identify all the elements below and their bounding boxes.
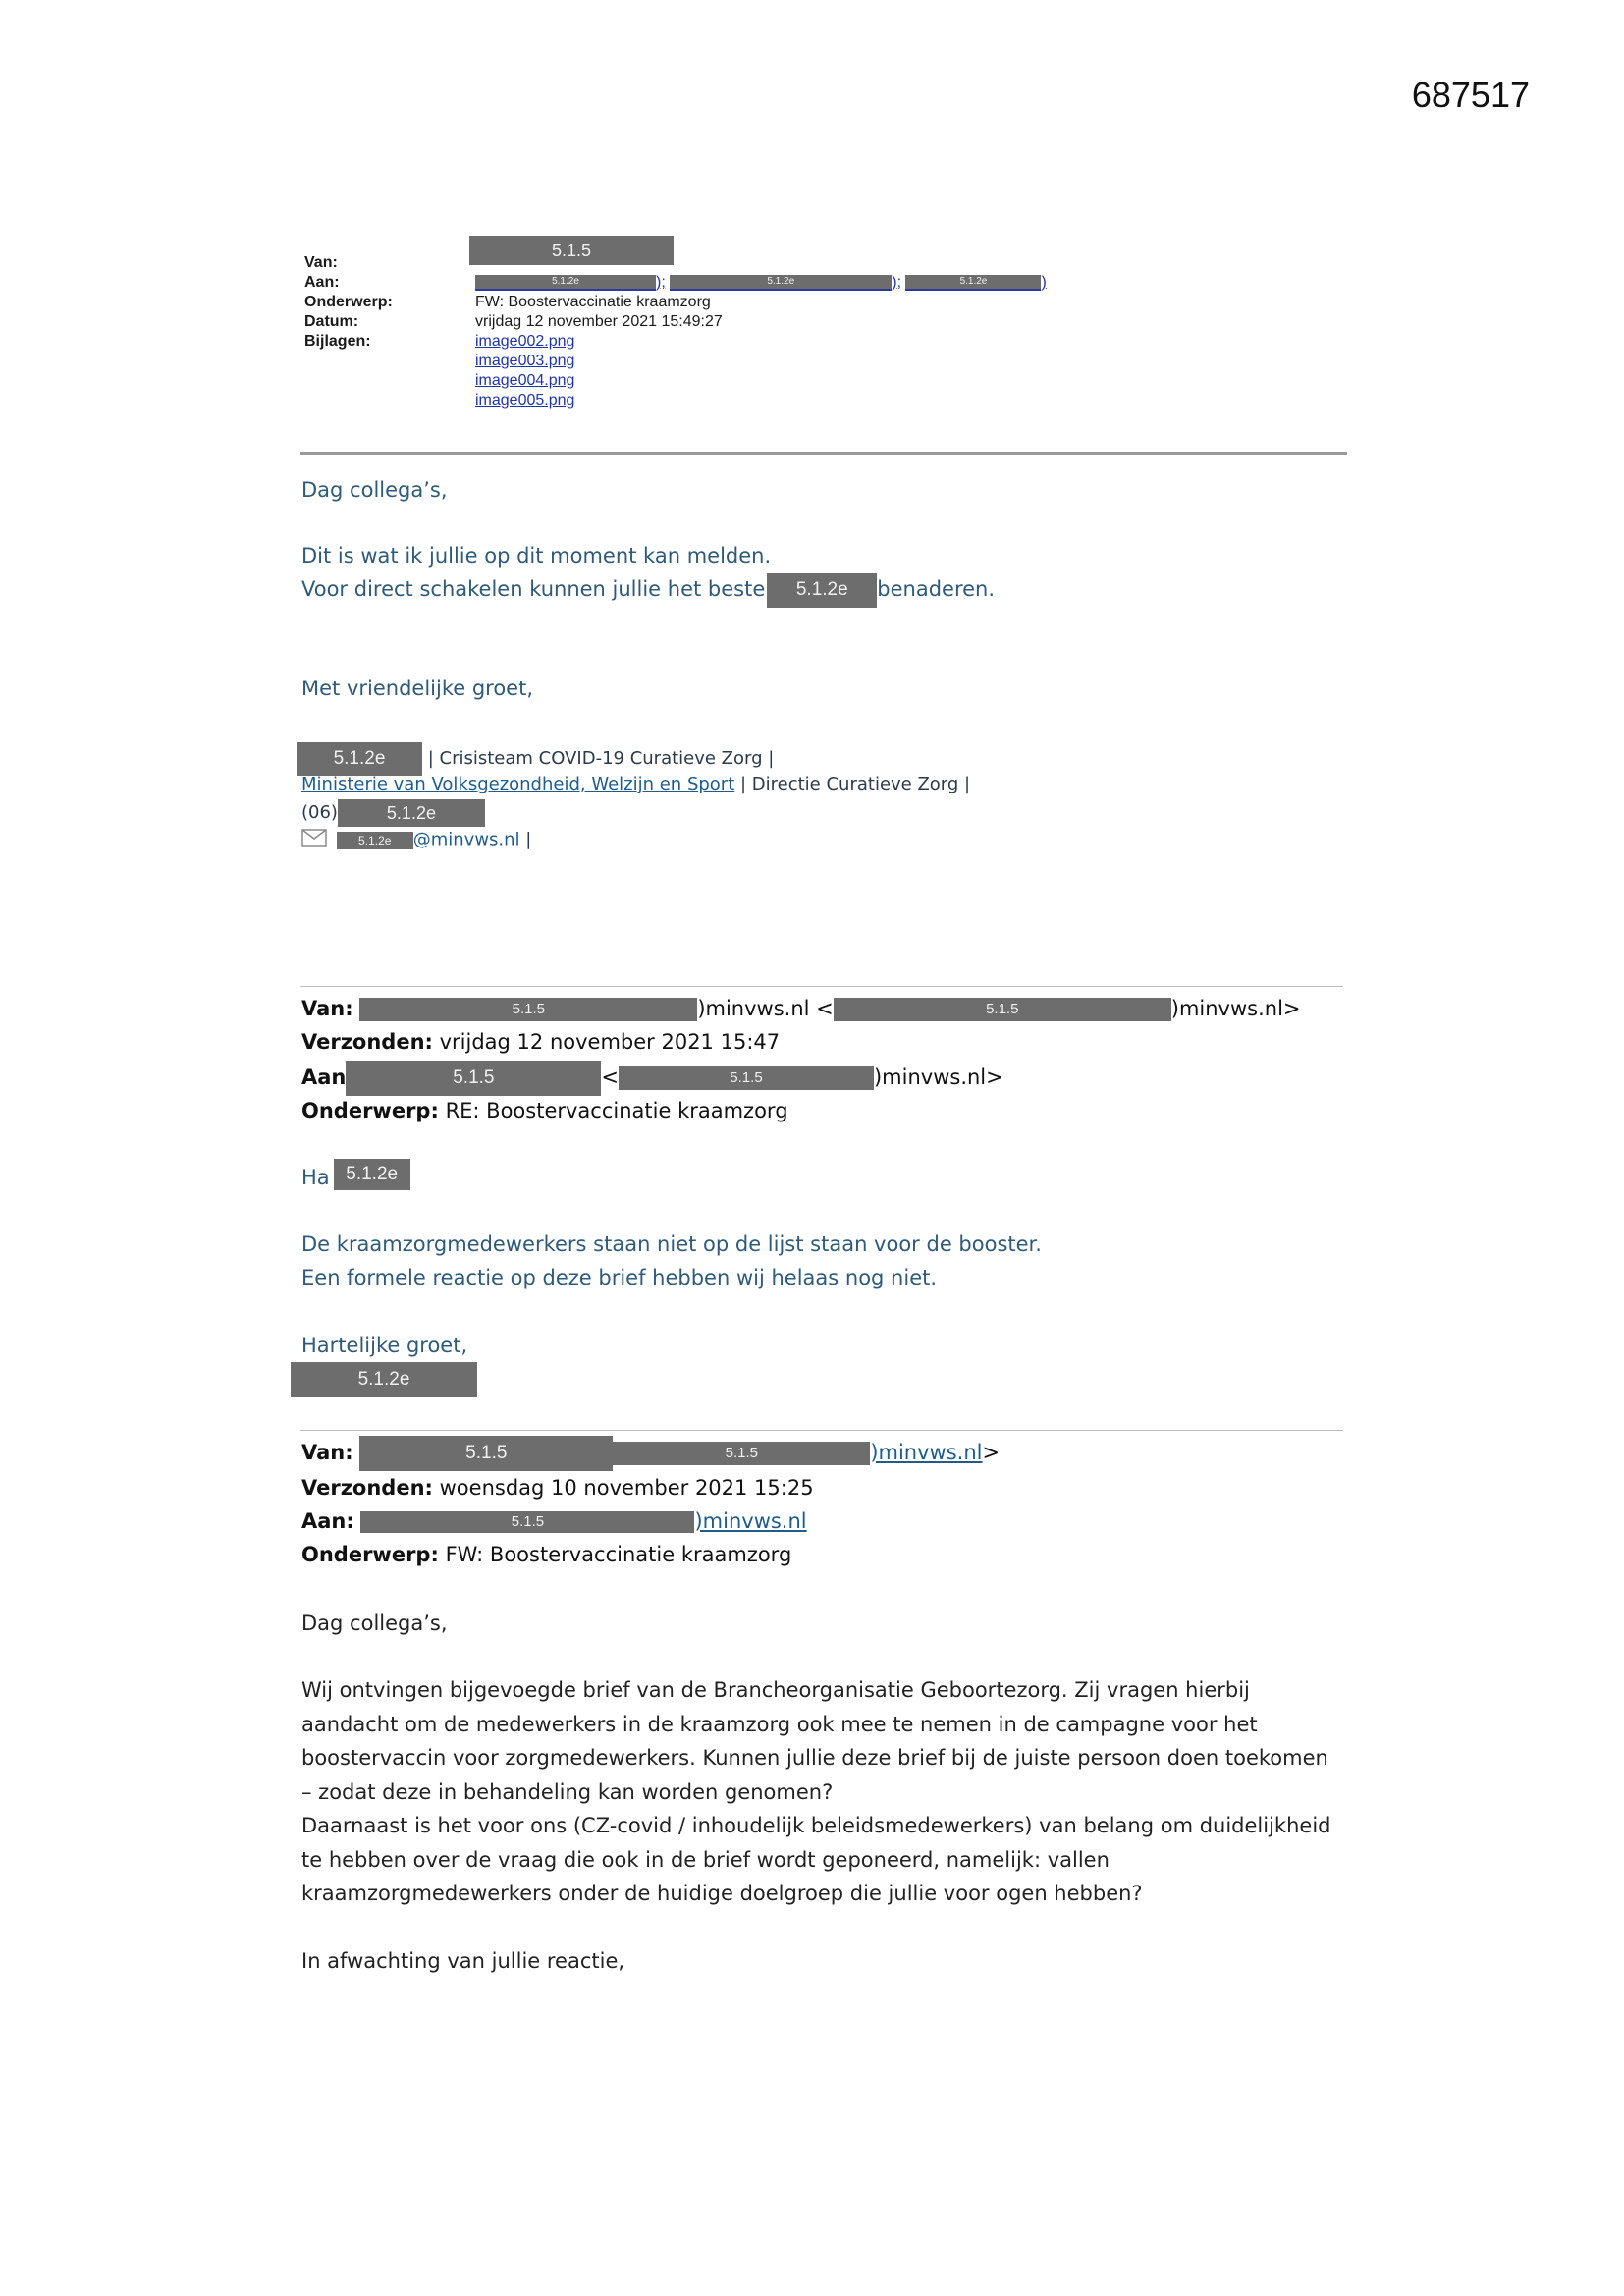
message-divider <box>300 1430 1343 1431</box>
message2-line2: Een formele reactie op deze brief hebben wij helaas nog niet. <box>301 1266 938 1289</box>
header-from-label: Van: <box>304 254 338 271</box>
message1-greeting: Dag collega’s, <box>301 478 448 502</box>
header-to-separator: ); <box>656 274 666 291</box>
message1-line1: Dit is wat ik jullie op dit moment kan melden. <box>301 544 772 568</box>
message2-to-row: Aan 5.1.5 < 5.1.5 )minvws.nl> <box>301 1061 1003 1096</box>
redaction-box: 5.1.5 <box>469 236 674 265</box>
message1-signature-email: 5.1.2e @minvws.nl | <box>301 829 531 851</box>
message2-sent-row: Verzonden: vrijdag 12 november 2021 15:47 <box>301 1030 781 1054</box>
message3-paragraph1: Wij ontvingen bijgevoegde brief van de Brancheorganisatie Geboortezorg. Zij vragen hierbij aandacht om de medewerkers in de kraamzorg ook mee te nemen in de campagne voor het boostervaccin voor zorgmedewerkers. Kunnen jullie deze brief bij de juiste persoon doen toekomen – zodat deze in behandeling kan worden genomen? <box>301 1678 1328 1804</box>
header-from-row <box>304 241 1345 273</box>
redaction-box: 5.1.2e <box>291 1362 477 1397</box>
redaction-box: 5.1.5 <box>834 998 1171 1021</box>
attachment-link[interactable]: image002.png <box>475 333 575 350</box>
header-subject-label: Onderwerp: <box>304 294 393 310</box>
message1-signature-line2: Ministerie van Volksgezondheid, Welzijn en Sport | Directie Curatieve Zorg | <box>301 774 971 794</box>
header-subject-row <box>304 293 1345 312</box>
header-to-row <box>304 273 1345 293</box>
message3-sent-row: Verzonden: woensdag 10 november 2021 15:25 <box>301 1476 814 1500</box>
attachment-link[interactable]: image004.png <box>475 372 575 389</box>
message-divider <box>300 986 1343 987</box>
email-link[interactable]: @minvws.nl <box>412 829 520 850</box>
message2-line1: De kraamzorgmedewerkers staan niet op de lijst staan voor de booster. <box>301 1232 1042 1256</box>
redaction-box: 5.1.2e <box>297 742 422 776</box>
attachment-link[interactable]: image003.png <box>475 353 575 369</box>
header-date-row <box>304 312 1345 332</box>
ministry-link[interactable]: Ministerie van Volksgezondheid, Welzijn en Sport <box>301 774 735 794</box>
message3-subject-row: Onderwerp: FW: Boostervaccinatie kraamzorg <box>301 1543 792 1566</box>
email-header <box>304 241 1345 410</box>
message1-line2: Voor direct schakelen kunnen jullie het beste 5.1.2e benaderen. <box>301 573 1342 608</box>
message1-signature-phone: (06) 5.1.2e <box>301 799 485 827</box>
redaction-box: 5.1.2e <box>338 799 485 827</box>
message3-from-email-link[interactable]: )minvws.nl <box>870 1441 983 1464</box>
header-subject: FW: Boostervaccinatie kraamzorg <box>475 294 711 310</box>
redaction-box: 5.1.2e <box>905 275 1041 291</box>
message3-greeting: Dag collega’s, <box>301 1612 448 1635</box>
header-divider <box>300 452 1347 455</box>
header-date-label: Datum: <box>304 313 359 330</box>
redaction-box: 5.1.5 <box>613 1442 870 1465</box>
redaction-box: 5.1.2e <box>334 1159 410 1190</box>
document-number: 687517 <box>1411 75 1530 115</box>
redaction-box: 5.1.5 <box>360 1511 694 1533</box>
redaction-box: 5.1.5 <box>346 1061 601 1096</box>
redaction-box: 5.1.5 <box>359 1436 613 1471</box>
header-attachments-label: Bijlagen: <box>304 333 371 350</box>
envelope-icon <box>301 829 327 851</box>
redaction-box: 5.1.5 <box>359 998 697 1021</box>
message3-to-row: Aan: 5.1.5 )minvws.nl <box>301 1509 807 1533</box>
message2-subject-row: Onderwerp: RE: Boostervaccinatie kraamzorg <box>301 1099 788 1122</box>
attachment-link[interactable]: image005.png <box>475 392 575 409</box>
redaction-box: 5.1.5 <box>619 1066 874 1090</box>
redaction-box: 5.1.2e <box>767 573 877 608</box>
message3-paragraph2: Daarnaast is het voor ons (CZ-covid / inhoudelijk beleidsmedewerkers) van belang om duidelijkheid te hebben over de vraag die ook in de brief wordt geponeerd, namelijk: vallen kraamzorgmedewerkers onder de huidige doelgroep die jullie voor ogen hebben? <box>301 1814 1331 1905</box>
message1-closing: Met vriendelijke groet, <box>301 677 534 700</box>
redaction-box: 5.1.2e <box>337 832 413 849</box>
header-attachments-row <box>304 332 1345 352</box>
message1-signature-line1: 5.1.2e | Crisisteam COVID-19 Curatieve Zorg | <box>297 742 774 776</box>
header-to-label: Aan: <box>304 274 340 291</box>
message2-greeting: Ha 5.1.2e <box>301 1161 1342 1194</box>
header-to-separator: ); <box>892 274 902 291</box>
redaction-box: 5.1.2e <box>670 275 892 291</box>
message3-to-email-link[interactable]: )minvws.nl <box>694 1509 807 1533</box>
message2-closing: Hartelijke groet, <box>301 1334 468 1357</box>
header-to-separator: ) <box>1041 274 1047 291</box>
header-date: vrijdag 12 november 2021 15:49:27 <box>475 313 723 330</box>
redaction-box: 5.1.2e <box>475 275 656 291</box>
message3-from-row: Van: 5.1.5 5.1.5 )minvws.nl> <box>301 1436 1000 1471</box>
message3-closing: In afwachting van jullie reactie, <box>301 1949 625 1973</box>
message2-signature <box>291 1362 477 1397</box>
message2-from-row: Van: 5.1.5 )minvws.nl < 5.1.5 )minvws.nl> <box>301 997 1301 1020</box>
